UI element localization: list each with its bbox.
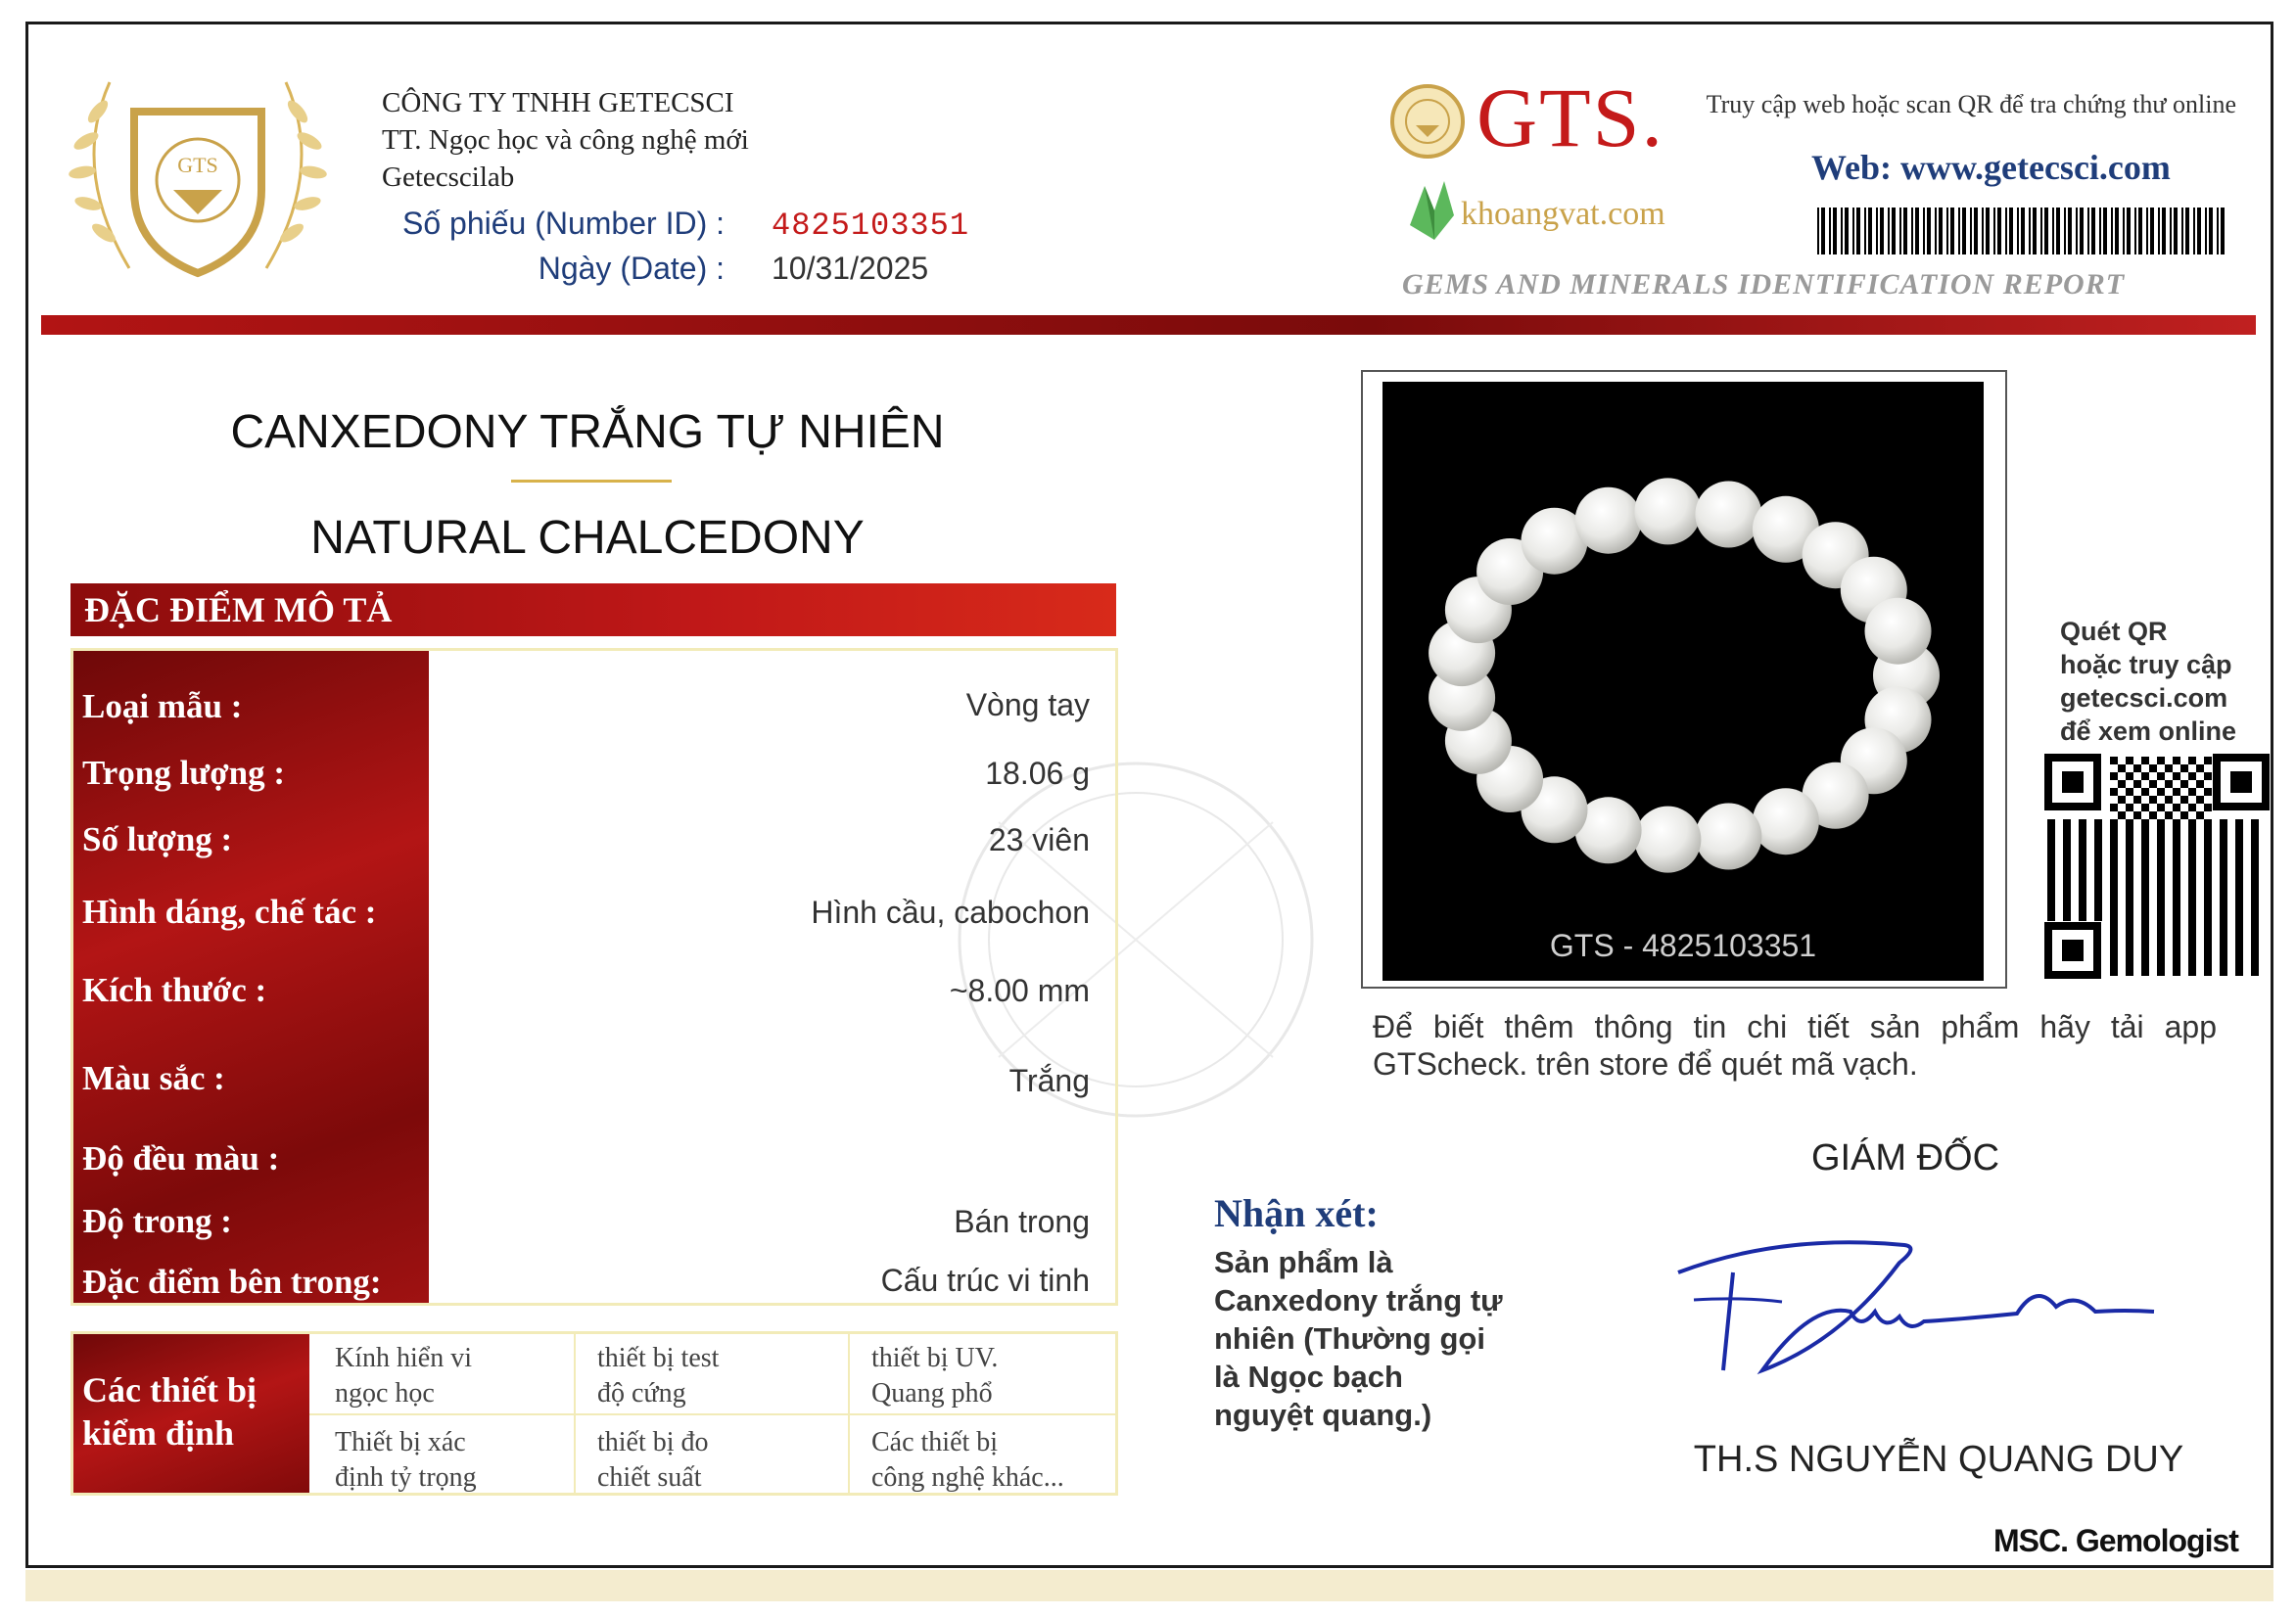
spec-value-inclusions: Cấu trúc vi tinh	[880, 1263, 1090, 1298]
company-lab: Getecscilab	[382, 162, 515, 193]
company-emblem-icon	[51, 43, 345, 298]
spec-label-sample-type: Loại mẫu :	[82, 687, 243, 725]
partner-logo-text: khoangvat.com	[1461, 196, 1665, 232]
spec-value-quantity: 23 viên	[988, 822, 1090, 857]
spec-label-shape: Hình dáng, chế tác :	[82, 893, 377, 931]
spec-value-transparency: Bán trong	[954, 1204, 1090, 1239]
spec-value-size: ~8.00 mm	[949, 973, 1090, 1008]
gts-logo-text: GTS.	[1476, 70, 1664, 164]
gem-photo	[1382, 382, 1984, 981]
qr-code[interactable]	[2044, 754, 2270, 979]
equipment-item: Thiết bị xác định tỷ trọng	[335, 1427, 477, 1493]
date-label: Ngày (Date) :	[538, 251, 725, 286]
spec-value-sample-type: Vòng tay	[965, 687, 1090, 722]
spec-value-shape: Hình cầu, cabochon	[811, 895, 1090, 930]
bottom-band	[25, 1570, 2273, 1601]
spec-label-weight: Trọng lượng :	[82, 754, 285, 792]
date-value: 10/31/2025	[772, 251, 929, 286]
crystal-icon	[1400, 176, 1469, 245]
bracelet-image	[1382, 382, 1984, 981]
spec-value-weight: 18.06 g	[985, 756, 1090, 791]
equipment-item: Các thiết bị công nghệ khác...	[871, 1427, 1064, 1493]
gem-title-vn: CANXEDONY TRẮNG TỰ NHIÊN	[230, 406, 945, 458]
partner-logo	[1400, 176, 1704, 245]
spec-label-transparency: Độ trong :	[82, 1202, 232, 1240]
bead	[1753, 788, 1819, 855]
photo-caption: GTS - 4825103351	[1549, 928, 1817, 963]
signer-name: TH.S NGUYỄN QUANG DUY	[1693, 1439, 2184, 1480]
signer-role: GIÁM ĐỐC	[1810, 1137, 2000, 1178]
qr-hint: Truy cập web hoặc scan QR để tra chứng thư online	[1706, 90, 2236, 118]
svg-text:GTS: GTS	[177, 153, 218, 177]
equipment-item: thiết bị UV. Quang phổ	[871, 1343, 999, 1409]
gts-logo-icon	[1388, 82, 1467, 161]
spec-label-color-uniformity: Độ đều màu :	[82, 1139, 280, 1178]
number-id-value: 4825103351	[772, 208, 970, 244]
bead	[1634, 807, 1701, 873]
number-id-label: Số phiếu (Number ID) :	[401, 206, 725, 241]
app-note: Để biết thêm thông tin chi tiết sản phẩm hãy tải app GTScheck. trên store để quét mã vạch.	[1373, 1009, 2217, 1082]
title-divider	[511, 480, 672, 483]
equipment-item: Kính hiển vi ngọc học	[335, 1343, 472, 1409]
bead	[1575, 487, 1642, 554]
company-subtitle: TT. Ngọc học và công nghệ mới	[382, 124, 749, 156]
section-heading-text: ĐẶC ĐIỂM MÔ TẢ	[84, 590, 393, 629]
equipment-title: Các thiết bị kiểm định	[82, 1370, 257, 1453]
website-link[interactable]: Web: www.getecsci.com	[1811, 148, 2171, 187]
company-info	[382, 84, 749, 196]
equipment-item: thiết bị test độ cứng	[597, 1343, 720, 1409]
remark-title: Nhận xét:	[1214, 1191, 1379, 1235]
barcode	[1817, 208, 2228, 254]
equipment-divider	[309, 1413, 1118, 1415]
spec-label-inclusions: Đặc điểm bên trong:	[82, 1263, 382, 1301]
remark-text: Sản phẩm là Canxedony trắng tự nhiên (Thường gọi là Ngọc bạch nguyệt quang.)	[1214, 1245, 1503, 1432]
spec-label-size: Kích thước :	[82, 971, 267, 1009]
bead	[1634, 478, 1701, 544]
spec-label-quantity: Số lượng :	[82, 820, 233, 858]
bead	[1695, 482, 1761, 548]
qr-instructions: Quét QR hoặc truy cập getecsci.com để xem online	[2060, 617, 2237, 746]
signer-title: MSC. Gemologist	[1993, 1523, 2238, 1558]
gem-title-en: NATURAL CHALCEDONY	[310, 512, 865, 564]
spec-label-color: Màu sắc :	[82, 1059, 225, 1097]
bead	[1695, 804, 1761, 870]
header-divider	[41, 315, 2256, 335]
equipment-item: thiết bị đo chiết suất	[597, 1427, 709, 1493]
spec-value-color: Trắng	[1008, 1063, 1090, 1098]
signature	[1664, 1224, 2174, 1400]
bead	[1865, 598, 1932, 665]
report-title: GEMS AND MINERALS IDENTIFICATION REPORT	[1402, 268, 2126, 300]
section-heading	[70, 583, 1116, 636]
company-name: CÔNG TY TNHH GETECSCI	[382, 87, 734, 118]
